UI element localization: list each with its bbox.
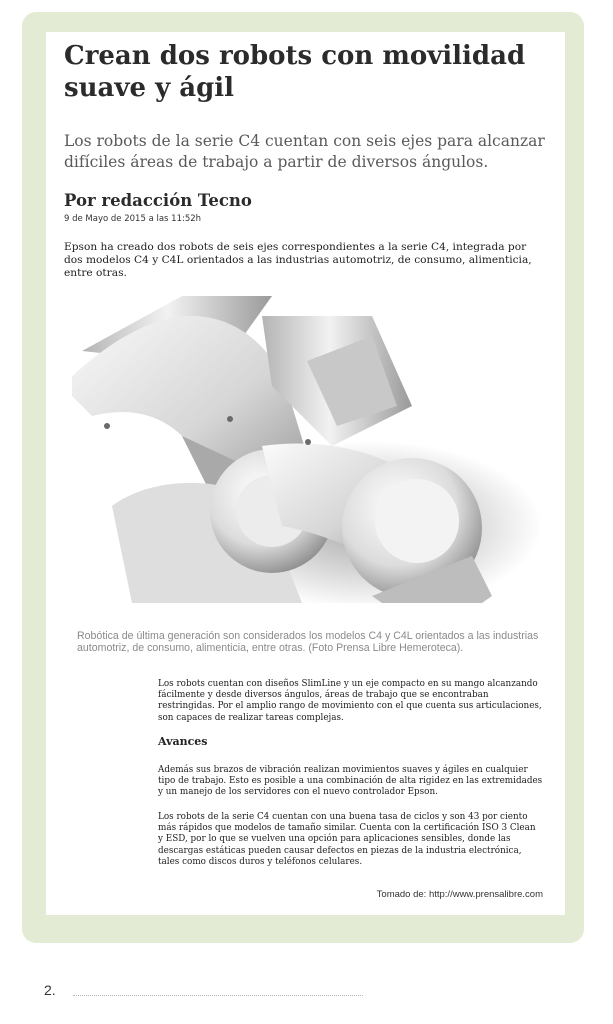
article-paragraph-3: Los robots de la serie C4 cuentan con una buena tasa de ciclos y son 43 por ciento más rápidos que modelos de tamaño similar. Cuenta con la certificación ISO 3 Clean y ESD, por lo que se vuelven una opción para aplicaciones sensibles, donde las descargas estáticas pueden causar defectos en piezas de la industria electrónica, tales como discos duros y teléfonos celulares.: [158, 812, 536, 867]
article-lead: Epson ha creado dos robots de seis ejes correspondientes a la serie C4, integrada por dos modelos C4 y C4L orientados a las industrias automotriz, de consumo, alimenticia, entre otras.: [64, 241, 532, 279]
article-paragraph-1: Los robots cuentan con diseños SlimLine y un eje compacto en su mango alcanzando fácilmente y desde diversos ángulos, áreas de trabajo que se encontraban restringidas. Por el amplio rango de movimiento con el que cuenta sus articulaciones, son capaces de realizar tareas complejas.: [158, 679, 542, 723]
article-source: Tomado de: http://www.prensalibre.com: [376, 889, 543, 900]
answer-line[interactable]: [73, 995, 363, 996]
article-subtitle: Los robots de la serie C4 cuentan con seis ejes para alcanzar difíciles áreas de trabajo a partir de diversos ángulos.: [64, 132, 545, 171]
article-paragraph-2: Además sus brazos de vibración realizan movimientos suaves y ágiles en cualquier tipo de trabajo. Esto es posible a una combinación de alta rigidez en las extremidades y un manejo de los servidores con el nuevo controlador Epson.: [158, 765, 543, 798]
article-title: Crean dos robots con movilidad suave y ágil: [64, 41, 526, 103]
question-number: 2.: [44, 982, 56, 998]
robot-arm-photo: [72, 296, 540, 603]
article-byline: Por redacción Tecno: [64, 191, 252, 210]
image-caption: Robótica de última generación son considerados los modelos C4 y C4L orientados a las industrias automotriz, de consumo, alimenticia, entre otras. (Foto Prensa Libre Hemeroteca).: [77, 630, 539, 654]
section-heading-avances: Avances: [158, 735, 208, 748]
article-date: 9 de Mayo de 2015 a las 11:52h: [64, 214, 202, 224]
